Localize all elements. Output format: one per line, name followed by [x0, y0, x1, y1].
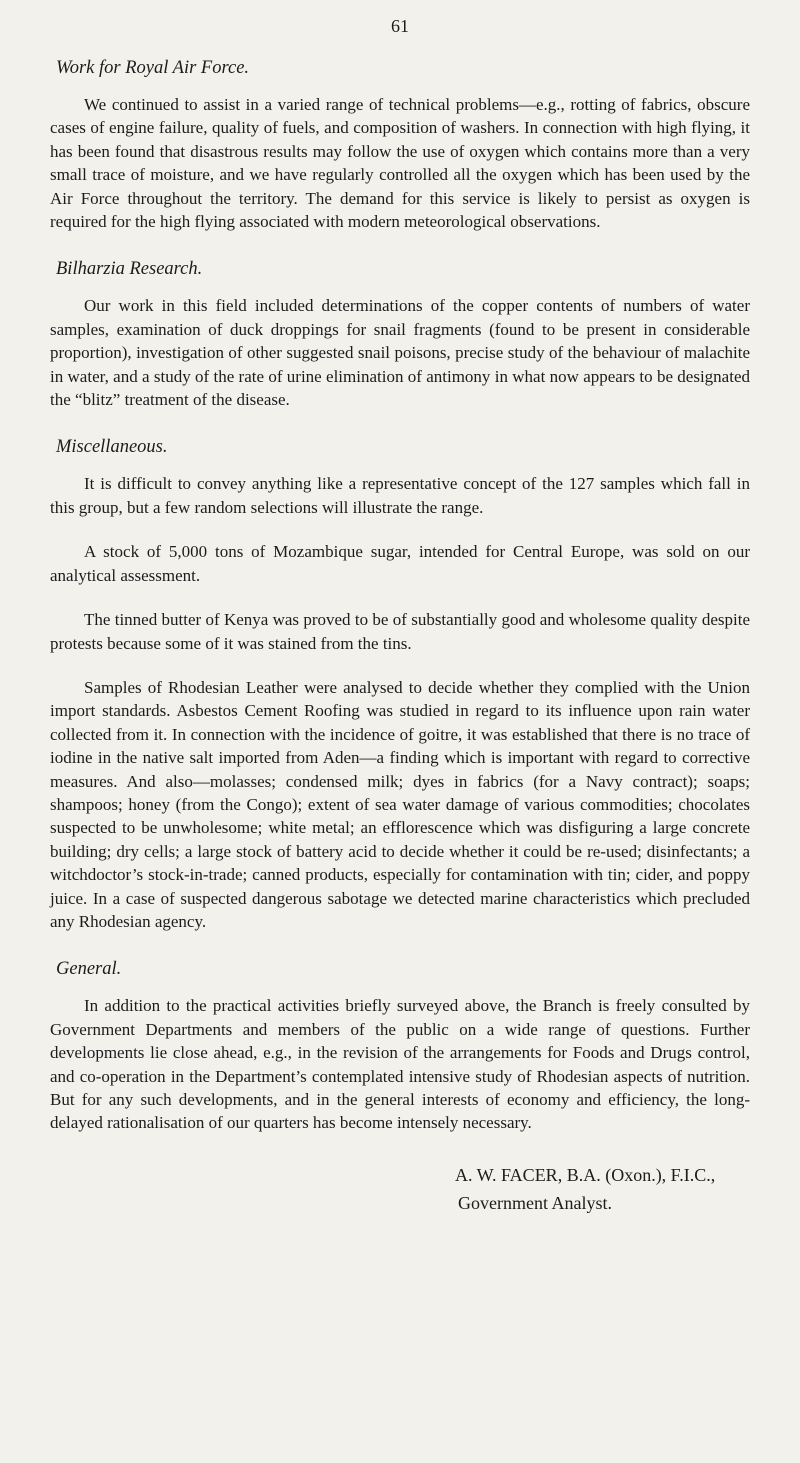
- section-heading: General.: [56, 959, 122, 980]
- paragraph: We continued to assist in a varied range of technical problems—e.g., rotting of fabrics, obscure cases of engine failure, quality of fuels, and composition of washers. In connection with high flying, it has been found that disastrous results may follow the use of oxygen which contains more than a very small trace of moisture, and we have regularly controlled all the oxygen which has been used by the Air Force throughout the territory. The demand for this service is likely to persist as oxygen is required for the high flying associated with modern meteorological observations.: [50, 95, 750, 232]
- paragraph: It is difficult to convey anything like a representative concept of the 127 samples which fall in this group, but a few random selections will illustrate the range.: [50, 474, 750, 517]
- page-number: 61: [391, 16, 409, 36]
- paragraph: The tinned butter of Kenya was proved to be of substantially good and wholesome quality despite protests because some of it was stained from the tins.: [50, 610, 750, 653]
- signature-block: [50, 1161, 750, 1217]
- signatory-name: A. W. FACER, B.A. (Oxon.), F.I.C.,: [455, 1164, 716, 1185]
- signatory-title: Government Analyst.: [458, 1192, 612, 1213]
- section-heading: Work for Royal Air Force.: [56, 58, 250, 78]
- section-heading: Miscellaneous.: [56, 437, 168, 458]
- paragraph: Samples of Rhodesian Leather were analysed to decide whether they complied with the Union import standards. Asbestos Cement Roofing was studied in regard to its influence upon rain water collected from it. In connection with the incidence of goitre, it was established that there is no trace of iodine in the native salt imported from Aden—a finding which is important with regard to corrective measures. And also—molasses; condensed milk; dyes in fabrics (for a Navy contract); soaps; shampoos; honey (from the Congo); extent of sea water damage of various commodities; chocolates suspected to be unwholesome; white metal; an efflorescence which was disfiguring a large concrete building; dry cells; a large stock of battery acid to decide whether it could be re-used; disinfectants; a witchdoctor’s stock-in-trade; canned products, especially for contamination with tin; cider, and poppy juice. In a case of suspected dangerous sabotage we detected marine characteristics which precluded any Rhodesian agency.: [50, 677, 750, 931]
- page-content: [50, 58, 750, 1217]
- section-raf-work: [50, 58, 750, 233]
- section-miscellaneous: [50, 437, 750, 933]
- section-heading: Bilharzia Research.: [56, 259, 203, 280]
- paragraph: Our work in this field included determinations of the copper contents of numbers of water samples, examination of duck droppings for snail fragments (found to be present in considerable proportion), investigation of other suggested snail poisons, precise study of the behaviour of malachite in water, and a study of the rate of urine elimination of antimony in what now appears to be designated the “blitz” treatment of the disease.: [50, 296, 750, 410]
- paragraph: In addition to the practical activities briefly surveyed above, the Branch is freely consulted by Government Departments and members of the public on a wide range of questions. Further developments lie close ahead, e.g., in the revision of the arrangements for Foods and Drugs control, and co-operation in the Department’s contemplated intensive study of Rhodesian aspects of nutrition. But for any such developments, and in the general interests of economy and efficiency, the long-delayed rationalisation of our quarters has become intensely necessary.: [50, 996, 750, 1133]
- paragraph: A stock of 5,000 tons of Mozambique sugar, intended for Central Europe, was sold on our analytical assessment.: [50, 542, 750, 585]
- section-general: [50, 959, 750, 1134]
- section-bilharzia-research: [50, 259, 750, 411]
